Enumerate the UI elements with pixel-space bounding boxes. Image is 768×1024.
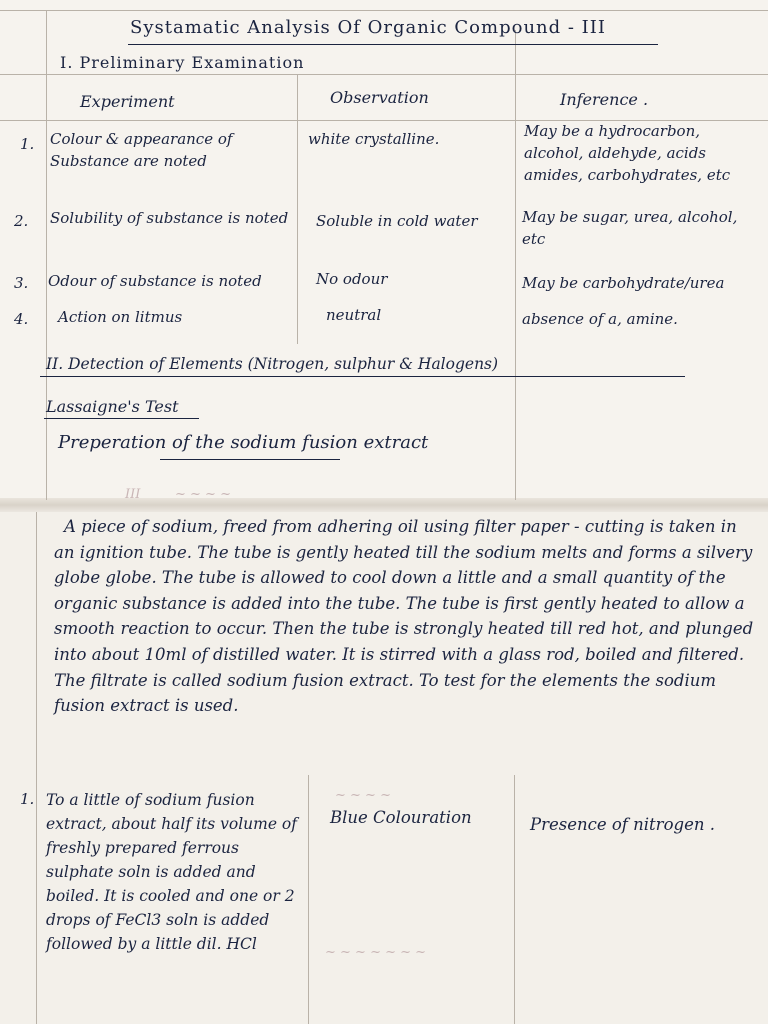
- subheading-underline: [44, 418, 199, 419]
- subheading: Lassaigne's Test: [46, 397, 179, 416]
- sub-subheading: Preperation of the sodium fusion extract: [58, 432, 429, 453]
- sub-subheading-underline: [160, 459, 340, 460]
- experiment-cell: Odour of substance is noted: [48, 272, 262, 290]
- rule-line: [0, 74, 768, 75]
- row-number: 2.: [14, 212, 29, 230]
- observation-cell: No odour: [316, 270, 388, 288]
- column-header-experiment: Experiment: [80, 92, 175, 111]
- margin-line: [36, 512, 37, 1024]
- bleed-through-mark: III: [125, 487, 141, 502]
- row-number: 3.: [14, 274, 29, 292]
- section-heading: II. Detection of Elements (Nitrogen, sulphur & Halogens): [46, 355, 499, 373]
- inference-cell: absence of a, amine.: [522, 310, 678, 328]
- bleed-through-mark: ~ ~ ~ ~: [335, 788, 391, 803]
- procedure-paragraph: A piece of sodium, freed from adhering oil using filter paper - cutting is taken in an ignition tube. The tube is gently heated till the sodium melts and forms a silvery globe globe. The tube is allowed to cool down a little and a small quantity of the organic substance is added into the tube. The tube is first gently heated to allow a smooth reaction to occur. Then the tube is strongly heated till red hot, and plunged into about 10ml of distilled water. It is stirred with a glass rod, boiled and filtered. The filtrate is called sodium fusion extract. To test for the elements the sodium fusion extract is used.: [54, 517, 754, 716]
- section-heading: I. Preliminary Examination: [60, 53, 305, 72]
- column-header-inference: Inference .: [560, 90, 649, 109]
- section-underline: [40, 376, 685, 377]
- column-divider: [297, 74, 298, 344]
- title-underline: [128, 44, 658, 45]
- observation-cell: neutral: [326, 306, 382, 324]
- column-divider: [308, 775, 309, 1024]
- inference-cell: May be sugar, urea, alcohol, etc: [522, 208, 738, 248]
- experiment-cell: Solubility of substance is noted: [50, 209, 289, 227]
- row-number: 1.: [20, 135, 35, 153]
- column-divider: [514, 775, 515, 1024]
- bleed-through-mark: ~ ~ ~ ~ ~ ~ ~: [325, 945, 427, 960]
- inference-cell: May be carbohydrate/urea: [522, 274, 725, 292]
- observation-cell: Blue Colouration: [330, 808, 472, 827]
- observation-cell: white crystalline.: [308, 130, 440, 148]
- inference-cell: May be a hydrocarbon, alcohol, aldehyde, acids amides, carbohydrates, etc: [524, 122, 731, 184]
- column-header-observation: Observation: [330, 88, 429, 107]
- column-divider: [515, 30, 516, 500]
- row-number: 1.: [20, 790, 35, 808]
- page-title: Systamatic Analysis Of Organic Compound - III: [130, 17, 607, 38]
- experiment-cell: Action on litmus: [58, 308, 183, 326]
- rule-line: [0, 10, 768, 11]
- experiment-cell: To a little of sodium fusion extract, about half its volume of freshly prepared ferrous sulphate soln is added and boiled. It is cooled and one or 2 drops of FeCl3 soln is added followed by a little dil. HCl: [46, 791, 297, 953]
- page-fold: [0, 498, 768, 512]
- experiment-cell: Colour & appearance of Substance are noted: [50, 130, 233, 170]
- row-number: 4.: [14, 310, 29, 328]
- observation-cell: Soluble in cold water: [316, 212, 478, 230]
- inference-cell: Presence of nitrogen .: [530, 815, 715, 834]
- bleed-through-mark: ~ ~ ~ ~: [175, 487, 231, 502]
- upper-sheet: [0, 0, 768, 505]
- margin-line: [46, 10, 47, 500]
